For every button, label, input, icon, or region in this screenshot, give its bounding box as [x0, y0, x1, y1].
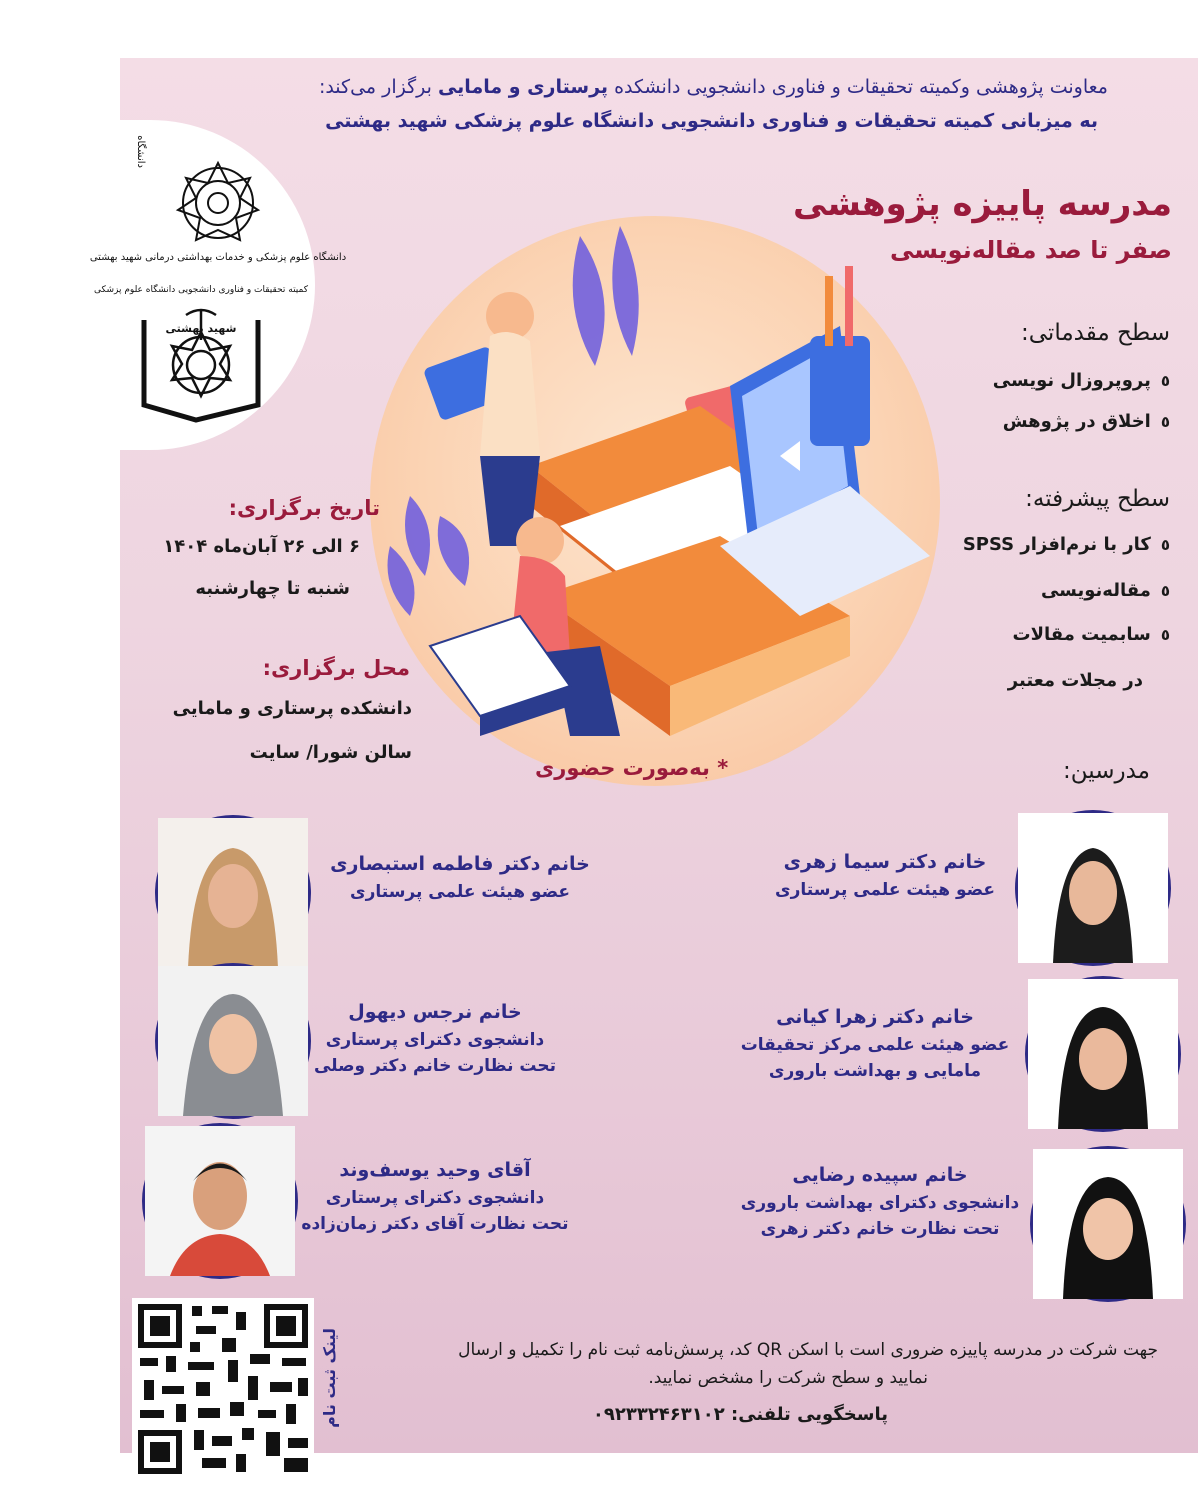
venue-heading: محل برگزاری: [262, 656, 410, 680]
instructor-name: خانم دکتر فاطمه استبصاری [330, 853, 590, 875]
footer-instructions-2: نمایید و سطح شرکت را مشخص نمایید. [648, 1368, 928, 1388]
bullet-icon: ٥ [1160, 625, 1170, 644]
header-line-1: معاونت پژوهشی وکمیته تحقیقات و فناوری دانشجویی دانشکده پرستاری و مامایی برگزار می‌کند: [318, 76, 1108, 98]
instructor-name: خانم دکتر زهرا کیانی [776, 1006, 974, 1028]
instructor-photo [155, 815, 311, 971]
basic-item-2: ٥ اخلاق در پژوهش [1002, 411, 1170, 432]
advanced-level-heading: سطح پیشرفته: [1025, 486, 1170, 512]
advanced-item-2: ٥ مقاله‌نویسی [1040, 580, 1170, 601]
instructor-photo [1015, 810, 1171, 966]
venue-line-1: دانشکده پرستاری و مامایی [172, 698, 412, 719]
instructor-role: مامایی و بهداشت باروری [768, 1060, 982, 1081]
basic-level-heading: سطح مقدماتی: [1021, 320, 1170, 346]
instructors-heading: مدرسین: [1063, 758, 1150, 784]
instructor-name: خانم سپیده رضایی [792, 1164, 968, 1186]
bullet-icon: ٥ [1160, 581, 1170, 600]
basic-item-1: ٥ پروپروزال نویسی [992, 370, 1170, 391]
instructor-role: تحت نظارت آقای دکتر زمان‌زاده [301, 1213, 569, 1234]
instructor-photo [1025, 976, 1181, 1132]
qr-label: لینک ثبت نام [320, 1328, 339, 1428]
instructor-name: آقای وحید یوسف‌وند [339, 1159, 531, 1181]
instructor-name: خانم نرجس دیهول [348, 1001, 522, 1023]
bullet-icon: ٥ [1160, 412, 1170, 431]
qr-code-icon [132, 1298, 314, 1480]
poster [89, 58, 1198, 1453]
instructor-photo [155, 963, 311, 1119]
instructor-card [760, 848, 1010, 903]
instructor-role: دانشجوی دکترای پرستاری [325, 1187, 545, 1208]
instructor-role: عضو هیئت علمی پرستاری [775, 879, 995, 900]
date-heading: تاریخ برگزاری: [228, 496, 380, 520]
registration-qr-code[interactable] [132, 1298, 314, 1480]
advanced-item-3: ٥ سابمیت مقالات [1012, 624, 1170, 645]
instructor-card [300, 998, 570, 1079]
instructor-role: عضو هیئت علمی مرکز تحقیقات [740, 1034, 1010, 1055]
header-line-2: به میزبانی کمیته تحقیقات و فناوری دانشجویی دانشگاه علوم پزشکی شهید بهشتی [325, 110, 1098, 132]
instructor-card [730, 1161, 1030, 1242]
instructor-role: تحت نظارت خانم دکتر وصلی [313, 1055, 557, 1076]
footer-instructions-1: جهت شرکت در مدرسه پاییزه ضروری است با اسکن QR کد، پرسش‌نامه ثبت نام را تکمیل و ارسال [458, 1340, 1158, 1360]
committee-name: شهید بهشتی [165, 322, 237, 335]
university-logo-text: دانشگاه [135, 135, 146, 168]
format-note: * به‌صورت حضوری [535, 756, 729, 780]
venue-line-2: سالن شورا/ سایت [249, 742, 412, 763]
contact-phone: پاسخگویی تلفنی: ۰۹۲۳۳۲۴۶۳۱۰۲ [592, 1404, 888, 1425]
committee-caption: کمیته تحقیقات و فناوری دانشجویی دانشگاه علوم پزشکی [94, 285, 308, 295]
instructor-card [310, 850, 610, 905]
bullet-icon: ٥ [1160, 535, 1170, 554]
header-highlight: پرستاری و مامایی [437, 76, 609, 98]
date-days: شنبه تا چهارشنبه [195, 578, 350, 599]
committee-logo [94, 280, 308, 425]
instructor-card [295, 1156, 575, 1237]
instructor-role: دانشجوی دکترای بهداشت باروری [740, 1192, 1020, 1213]
university-logo [89, 135, 347, 273]
advanced-item-3-continuation: در مجلات معتبر [1007, 670, 1143, 691]
university-caption: دانشگاه علوم پزشکی و خدمات بهداشتی درمانی شهید بهشتی [89, 252, 347, 263]
instructor-photo [1030, 1146, 1186, 1302]
instructor-name: خانم دکتر سیما زهری [783, 851, 987, 873]
bullet-icon: ٥ [1160, 371, 1170, 390]
date-range: ۶ الی ۲۶ آبان‌ماه ۱۴۰۴ [163, 536, 360, 557]
instructor-photo [142, 1123, 298, 1279]
instructor-role: دانشجوی دکترای پرستاری [325, 1029, 545, 1050]
page-subtitle: صفر تا صد مقاله‌نویسی [889, 236, 1172, 264]
instructor-role: تحت نظارت خانم دکتر زهری [760, 1218, 1000, 1239]
study-illustration [370, 216, 940, 786]
instructor-role: عضو هیئت علمی پرستاری [350, 881, 570, 902]
page-title: مدرسه پاییزه پژوهشی [792, 184, 1172, 224]
advanced-item-1: ٥ کار با نرم‌افزار SPSS [962, 534, 1170, 555]
instructor-card [730, 1003, 1020, 1084]
